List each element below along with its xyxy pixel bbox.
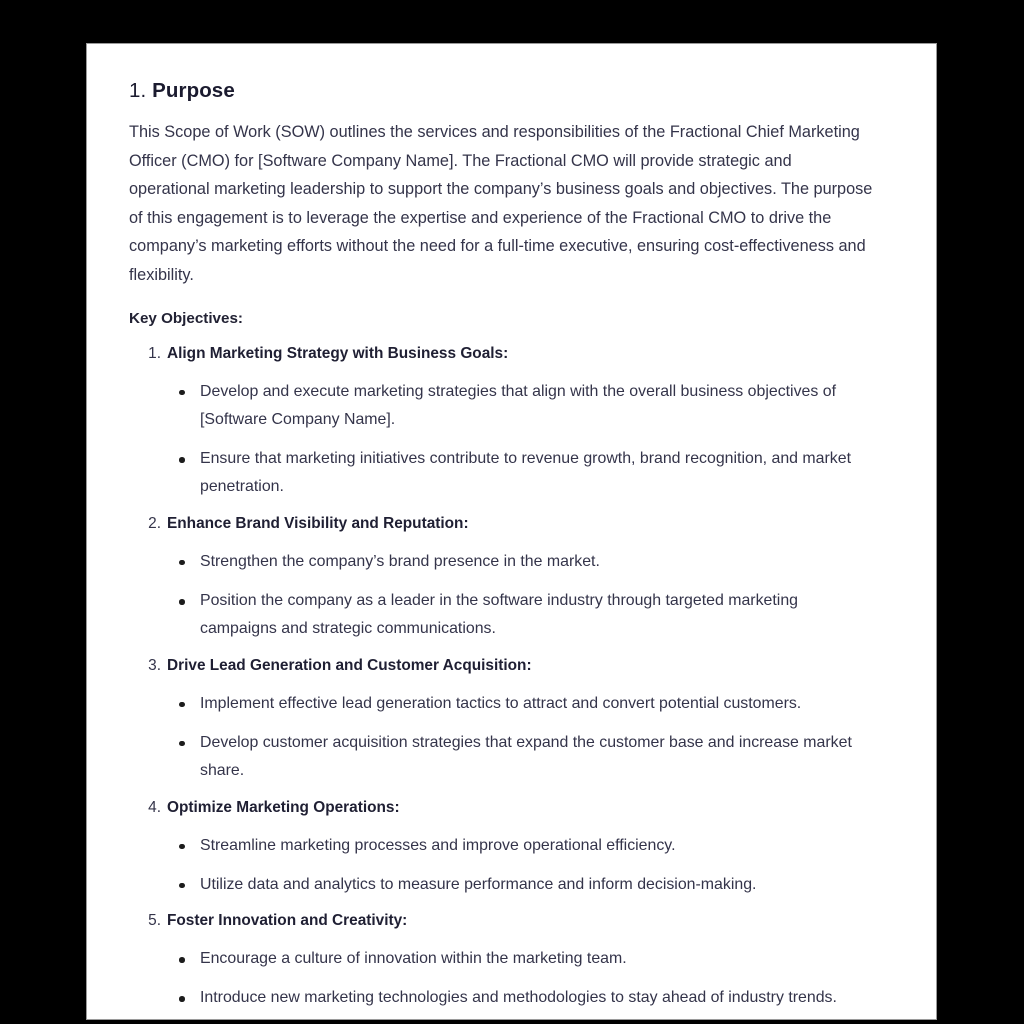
key-objectives-subheading: Key Objectives: (129, 309, 243, 327)
objective-item (129, 653, 875, 786)
list-item: Implement effective lead generation tactics to attract and convert potential customers. (167, 690, 875, 718)
objective-item (129, 511, 875, 644)
list-item: Streamline marketing processes and improve operational efficiency. (167, 832, 875, 860)
page-heading (129, 78, 235, 104)
objective-title: Enhance Brand Visibility and Reputation: (167, 514, 469, 532)
intro-paragraph: This Scope of Work (SOW) outlines the services and responsibilities of the Fractional Chief Marketing Officer (CMO) for [Software Company Name]. The Fractional CMO will provide strategic and operational marketing leadership to support the company’s business goals and objectives. The purpose of this engagement is to leverage the expertise and experience of the Fractional CMO to drive the company’s marketing efforts without the need for a full-time executive, ensuring cost-effectiveness and flexibility. (129, 123, 873, 284)
list-item: Position the company as a leader in the software industry through targeted marketing campaigns and strategic communications. (167, 587, 875, 644)
page-title: Purpose (152, 79, 235, 102)
objective-title: Optimize Marketing Operations: (167, 798, 400, 816)
list-item: Develop customer acquisition strategies that expand the customer base and increase market share. (167, 729, 875, 786)
objective-title: Align Marketing Strategy with Business Goals: (167, 344, 509, 362)
document-body (129, 118, 875, 1013)
objective-title: Foster Innovation and Creativity: (167, 912, 408, 930)
heading-number: 1. (129, 79, 147, 102)
objective-item (129, 795, 875, 900)
objective-item (129, 908, 875, 1013)
list-item: Encourage a culture of innovation within the marketing team. (167, 945, 875, 973)
objective-title: Drive Lead Generation and Customer Acquisition: (167, 656, 532, 674)
objective-subpoints (167, 945, 875, 1013)
objective-subpoints (167, 548, 875, 644)
list-item: Utilize data and analytics to measure performance and inform decision-making. (167, 871, 875, 899)
list-item: Develop and execute marketing strategies that align with the overall business objectives of [Software Company Name]. (167, 378, 875, 435)
list-item: Ensure that marketing initiatives contribute to revenue growth, brand recognition, and market penetration. (167, 445, 875, 502)
objective-subpoints (167, 832, 875, 900)
list-item: Strengthen the company’s brand presence in the market. (167, 548, 875, 576)
objectives-list (129, 341, 875, 1013)
objective-item (129, 341, 875, 502)
objective-subpoints (167, 378, 875, 502)
list-item: Introduce new marketing technologies and methodologies to stay ahead of industry trends. (167, 984, 875, 1012)
objective-subpoints (167, 690, 875, 786)
document-page (87, 44, 936, 1019)
